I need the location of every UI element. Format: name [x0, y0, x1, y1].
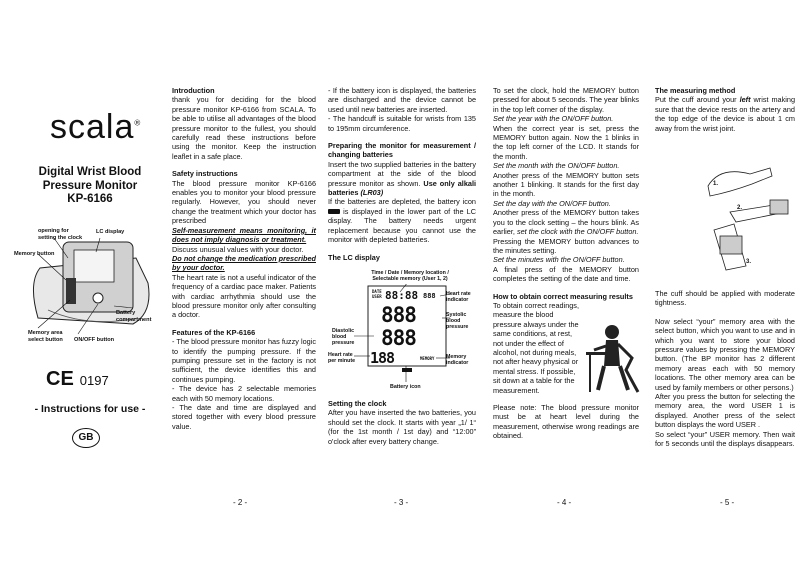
- label-battery-compartment: Battery compartment: [116, 310, 152, 323]
- cuff-text: The cuff should be applied with moderate tightness.: [655, 289, 795, 308]
- product-title: Digital Wrist Blood Pressure Monitor KP-6166: [38, 166, 142, 205]
- clock-step-italic: Set the day with the ON/OFF button.: [493, 198, 611, 208]
- column-page-5-lower: [655, 289, 795, 449]
- lcd-memory-word: MEMORY: [420, 356, 435, 361]
- results-note: Please note: The blood pressure monitor must be at heart level during the measurement, otherwise wrong readings are obtained.: [493, 403, 639, 441]
- page-number: - 5 -: [720, 498, 735, 507]
- step-3-label: 3.: [746, 259, 752, 265]
- brand-logo: scala®: [50, 108, 142, 146]
- cuff-note: - The handcuff is suitable for wrists from 135 to 195mm circumference.: [328, 114, 476, 133]
- ce-mark: CE 0197: [46, 368, 109, 390]
- user-so-text: So select “your” USER memory. Then wait for 5 seconds until the displays disappears.: [655, 429, 795, 449]
- seated-person-illustration: [584, 322, 644, 394]
- feature-item: - The device has 2 selectable memories each with 50 memory locations.: [172, 384, 316, 403]
- method-heading: The measuring method: [655, 86, 736, 95]
- prep-text-2: If the batteries are depleted, the battery icon is displayed in the lower part of the LC display. The battery needs urgent replacement because you cannot use the monitor with depleted batteries.: [328, 197, 476, 245]
- lcd-label-battery: Battery icon: [390, 384, 421, 390]
- clock-step: Pressing the MEMORY button advances to the minutes setting.: [493, 236, 639, 255]
- lcd-mem-small: 888: [423, 292, 436, 300]
- intro-text: thank you for deciding for the blood pressure monitor KP-6166 from SCALA. To be able to utilise all advantages of the blood pressure monitor to the fullest, you should carefully read these instructions before using the monitor. Keep the instruction leaflet in a safe place.: [172, 95, 316, 161]
- results-text: To obtain correct readings, measure the blood pressure always under the same conditions, at rest, not under the effect of alcohol, not during meals, not after heavy physical or mental stress. If possible, sit down at a table for the measurement.: [493, 300, 579, 395]
- lcd-label-memory: Memory indicator: [446, 354, 469, 367]
- label-memory-area: Memory area select button: [28, 330, 63, 343]
- lcd-date-word: DATE USER: [372, 289, 382, 299]
- column-page-3: [328, 86, 476, 262]
- lcd-label-top: Time / Date / Memory location / Selectable memory (User 1, 2): [371, 270, 449, 283]
- safety-warning-2: Do not change the medication prescribed by your doctor.: [172, 253, 316, 273]
- features-heading: Features of the KP-6166: [172, 327, 256, 337]
- clock-step: Another press of the MEMORY button takes you to the clock setting – the hours blink. As earlier, set the clock with the ON/OFF button.: [493, 208, 639, 237]
- clock-section: [328, 399, 476, 446]
- cuff-steps-illustration: [700, 156, 800, 276]
- device-illustration: [18, 228, 168, 346]
- safety-text-3: The heart rate is not a useful indicator of the frequency of a cardiac pace maker. Patients with cardiac arrhythmia should use the blood pressure monitor only after consulting a doctor.: [172, 272, 316, 320]
- safety-heading: Safety instructions: [172, 169, 238, 179]
- clock-heading: Setting the clock: [328, 399, 387, 408]
- page-number: - 4 -: [557, 498, 572, 507]
- feature-item: - The date and time are displayed and stored together with every blood pressure value.: [172, 403, 316, 431]
- lcd-pulse: 188: [370, 349, 395, 367]
- instructions-label: - Instructions for use -: [34, 403, 146, 415]
- clock-step-italic: Set the minutes with the ON/OFF button.: [493, 255, 625, 265]
- clock-step: To set the clock, hold the MEMORY button pressed for about 5 seconds. The year blinks in the top left corner of the display.: [493, 86, 639, 114]
- lcd-systolic: 888: [381, 303, 416, 327]
- label-lc-display: LC display: [96, 229, 125, 235]
- country-badge: GB: [72, 428, 100, 448]
- safety-warning: Self-measurement means monitoring, it does not imply diagnosis or treatment.: [172, 225, 316, 245]
- lcd-label-heart-indicator: Heart rate indicator: [446, 291, 471, 304]
- lcd-time: 88:88: [385, 289, 419, 302]
- feature-item: - The blood pressure monitor has fuzzy logic to identify the pumping pressure. If the pumping pressure set in the factory is not sufficient, the device identifies this and continues pumping.: [172, 337, 316, 384]
- lcd-label-systolic: Systolic blood pressure: [446, 312, 469, 331]
- page-number: - 3 -: [394, 498, 409, 507]
- label-onoff: ON/OFF button: [74, 337, 115, 343]
- clock-step: Another press of the MEMORY button sets another 1 blinking. It stands for the first day in the month.: [493, 170, 639, 199]
- lcd-label-diastolic: Diastolic blood pressure: [332, 328, 355, 347]
- safety-text-2: Discuss unusual values with your doctor.: [172, 244, 304, 254]
- results-heading: How to obtain correct measuring results: [493, 291, 633, 301]
- lcd-heading: The LC display: [328, 252, 380, 262]
- prep-heading: Preparing the monitor for measurement / changing batteries: [328, 141, 476, 160]
- page-number: - 2 -: [233, 498, 248, 507]
- user-select-text: Now select “your” memory area with the select button, which you want to use and in which you want to store your blood pressure values by pressing the MEMORY button. (The BP monitor has 2 different memory areas each with 50 memory locations. The other memory area can be used by family members or other persons.): [655, 316, 795, 392]
- lcd-diastolic: 888: [381, 326, 416, 350]
- clock-step: When the correct year is set, press the MEMORY button again. Now the 1 blinks in the top left corner of the LCD. It stands for the month.: [493, 123, 639, 161]
- label-memory-button: Memory button: [14, 251, 55, 257]
- step-1-label: 1.: [713, 181, 719, 187]
- column-page-2: [172, 86, 316, 431]
- clock-step-italic: Set the year with the ON/OFF button.: [493, 114, 614, 124]
- column-page-5: [655, 86, 795, 133]
- intro-heading: Introduction: [172, 86, 215, 95]
- label-opening: opening for setting the clock: [38, 228, 83, 241]
- lcd-battery-icon: [402, 368, 412, 372]
- clock-step-italic: Set the month with the ON/OFF button.: [493, 161, 620, 171]
- safety-text: The blood pressure monitor KP-6166 enables you to monitor your blood pressure regularly. However, you should never change the treatment which your doctor has prescribed: [172, 178, 316, 226]
- lcd-label-heart-min: Heart rate per minute: [328, 352, 356, 365]
- step-2-label: 2.: [737, 205, 743, 211]
- method-text: Put the cuff around your left wrist making sure that the device rests on the artery and the top edge of the device is about 1 cm away from the wrist joint.: [655, 95, 795, 133]
- clock-text: After you have inserted the two batteries, you should set the clock. It starts with year „1/ 1“ (for the 1st month / 1st day) and “12:00” o'clock after every battery change.: [328, 408, 476, 446]
- clock-step: A final press of the MEMORY button completes the setting of the date and time.: [493, 264, 639, 284]
- battery-note: - If the battery icon is displayed, the batteries are discharged and the device cannot be used until new batteries are inserted.: [328, 86, 476, 114]
- battery-icon: [328, 209, 340, 214]
- prep-text: Insert the two supplied batteries in the battery compartment at the side of the blood pressure monitor as shown. Use only alkali batteries (LR03): [328, 159, 476, 198]
- user-after-text: After you press the button for selecting the memory area, the word USER 1 is displayed. Another press of the select button displays the word USER .: [655, 392, 795, 430]
